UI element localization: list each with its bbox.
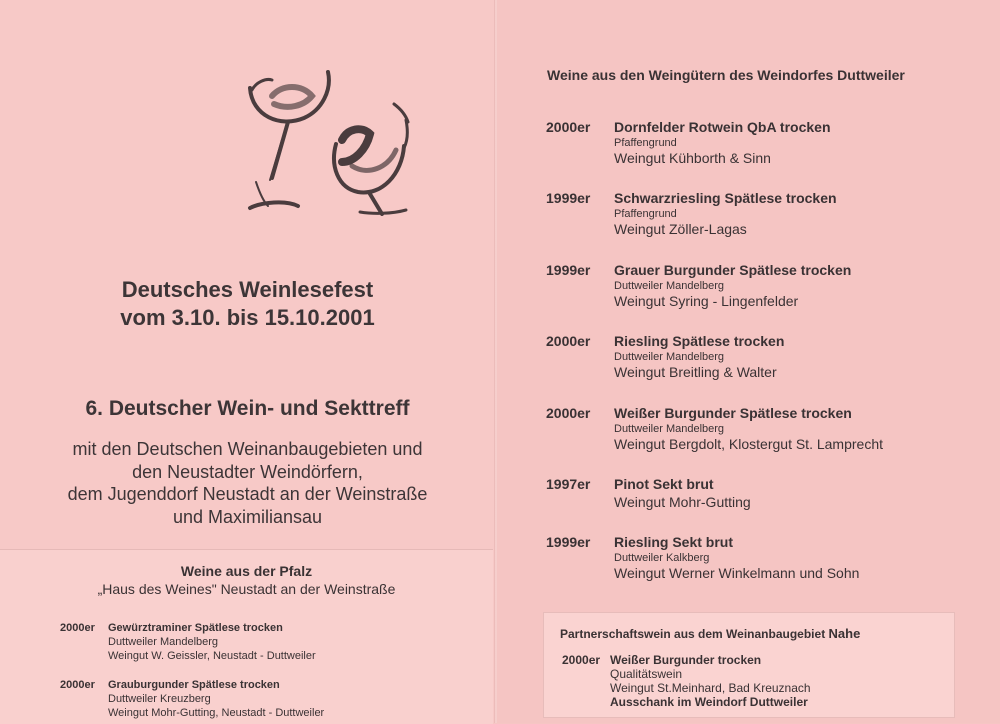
left-page — [0, 0, 495, 723]
wine-year: 2000er — [60, 679, 95, 691]
wine-producer: Weingut Bergdolt, Klostergut St. Lamprecht — [614, 436, 883, 452]
duttweiler-heading: Weine aus den Weingütern des Weindorfes Duttweiler — [547, 67, 905, 83]
wine-glasses-logo — [242, 66, 412, 216]
wine-name: Dornfelder Rotwein QbA trocken — [614, 119, 831, 135]
festival-dates: vom 3.10. bis 15.10.2001 — [120, 305, 375, 330]
wine-year: 2000er — [546, 405, 591, 421]
event-title: 6. Deutscher Wein- und Sekttreff — [85, 397, 410, 420]
wine-location: Duttweiler Kalkberg — [614, 552, 710, 564]
wine-year: 2000er — [60, 622, 95, 634]
partner-region: Nahe — [828, 626, 861, 641]
wine-year: 1999er — [546, 534, 591, 550]
event-description — [0, 438, 495, 528]
wine-year: 1997er — [546, 476, 591, 492]
wine-name: Riesling Sekt brut — [614, 534, 734, 550]
description-line: und Maximiliansau — [172, 506, 323, 527]
wine-location: Duttweiler Mandelberg — [614, 280, 725, 292]
wine-producer: Weingut Werner Winkelmann und Sohn — [614, 565, 860, 581]
wine-producer: Weingut Mohr-Gutting, Neustadt - Duttweiler — [108, 707, 325, 719]
partner-heading — [560, 626, 860, 641]
pfalz-heading: Weine aus der Pfalz — [180, 563, 313, 579]
wine-year: 2000er — [562, 653, 601, 667]
partner-wine-box — [543, 612, 955, 718]
wine-producer: Weingut Mohr-Gutting — [614, 494, 751, 510]
wine-year: 1999er — [546, 262, 591, 278]
wine-producer: Weingut Breitling & Walter — [614, 364, 777, 380]
wine-producer: Weingut Syring - Lingenfelder — [614, 293, 799, 309]
wine-location: Duttweiler Mandelberg — [614, 423, 725, 435]
wine-location: Pfaffengrund — [614, 137, 677, 149]
description-line: dem Jugenddorf Neustadt an der Weinstraße — [67, 484, 428, 504]
wine-name: Schwarzriesling Spätlese trocken — [614, 190, 837, 206]
wine-location: Duttweiler Kreuzberg — [108, 693, 211, 705]
wine-name: Pinot Sekt brut — [614, 476, 714, 492]
partner-note: Ausschank im Weindorf Duttweiler — [610, 695, 808, 709]
description-line: den Neustadter Weindörfern, — [132, 461, 363, 482]
wine-name: Grauburgunder Spätlese trocken — [108, 679, 280, 691]
wine-name: Riesling Spätlese trocken — [614, 333, 785, 349]
wine-producer: Weingut St.Meinhard, Bad Kreuznach — [610, 681, 811, 695]
wine-name: Weißer Burgunder trocken — [610, 653, 762, 667]
pfalz-subheading: „Haus des Weines" Neustadt an der Weinstraße — [97, 581, 396, 597]
festival-title: Deutsches Weinlesefest — [121, 277, 374, 302]
wine-year: 2000er — [546, 119, 591, 135]
wine-producer: Weingut Kühborth & Sinn — [614, 150, 771, 166]
wine-location: Duttweiler Mandelberg — [614, 351, 725, 363]
partner-heading-text: Partnerschaftswein aus dem Weinanbaugebiet — [560, 627, 826, 641]
pfalz-wines-box — [0, 549, 493, 724]
wine-name: Grauer Burgunder Spätlese trocken — [614, 262, 852, 278]
wine-quality: Qualitätswein — [610, 667, 683, 681]
wine-year: 2000er — [546, 333, 591, 349]
description-line: mit den Deutschen Weinanbaugebieten und — [72, 439, 423, 459]
wine-producer: Weingut Zöller-Lagas — [614, 221, 747, 237]
wine-name: Gewürztraminer Spätlese trocken — [108, 622, 283, 634]
wine-year: 1999er — [546, 190, 591, 206]
wine-name: Weißer Burgunder Spätlese trocken — [614, 405, 852, 421]
right-page — [497, 0, 1000, 723]
wine-location: Pfaffengrund — [614, 208, 677, 220]
wine-producer: Weingut W. Geissler, Neustadt - Duttweiler — [108, 650, 316, 662]
wine-location: Duttweiler Mandelberg — [108, 636, 219, 648]
